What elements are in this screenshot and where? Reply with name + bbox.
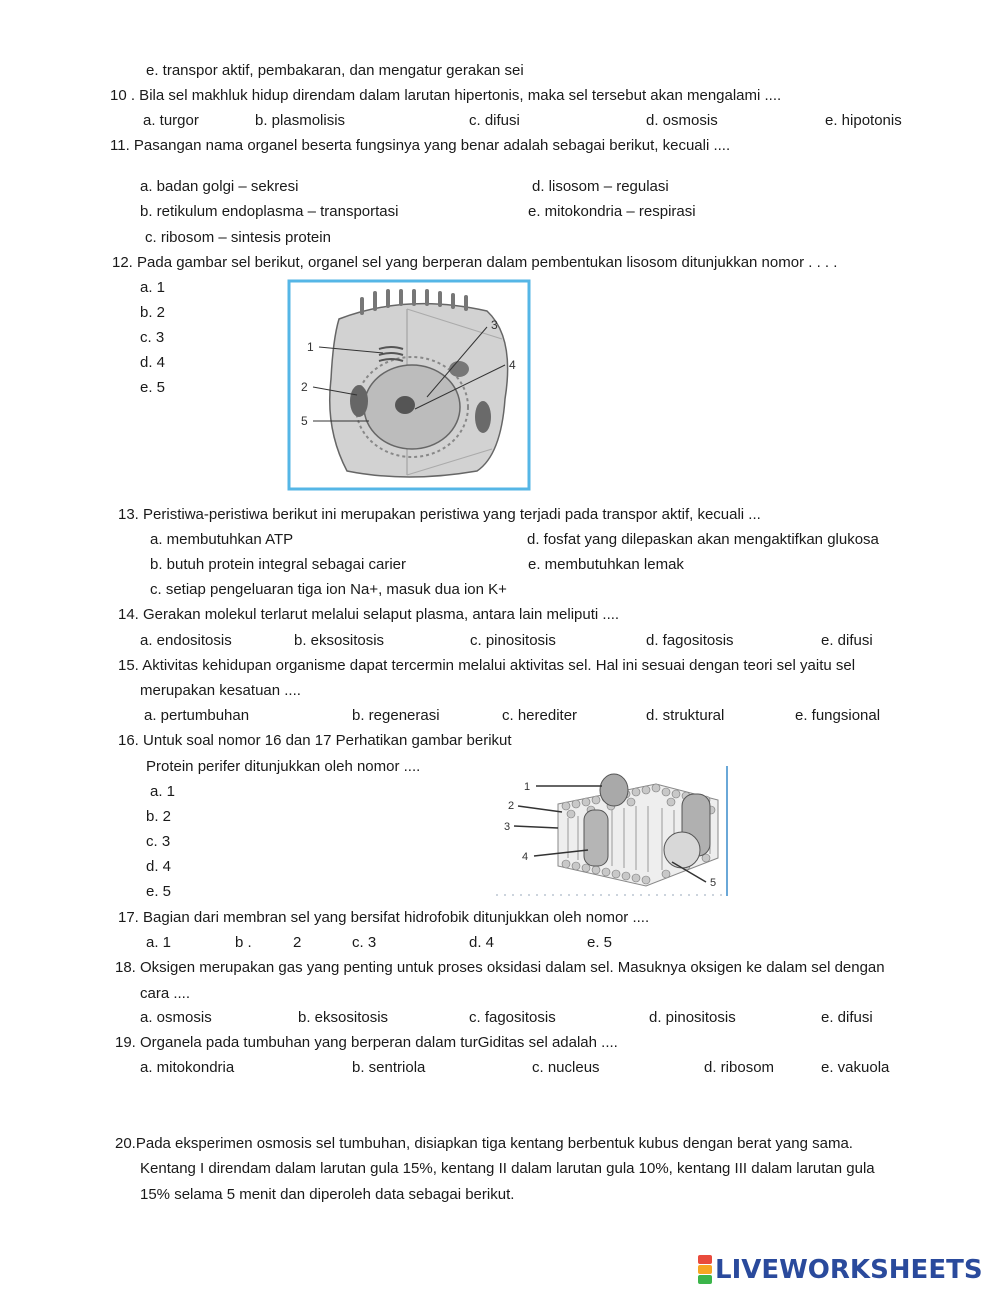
peripheral-protein xyxy=(600,774,628,806)
q18-option-b: b. eksositosis xyxy=(298,1009,389,1026)
q17-option-e: e. 5 xyxy=(587,934,613,951)
q9-option-e: e. transpor aktif, pembakaran, dan mengatur gerakan sei xyxy=(146,62,524,79)
q12-option-b: b. 2 xyxy=(140,304,166,321)
q16-option-c: c. 3 xyxy=(146,833,171,850)
q13-stem: 13. Peristiwa-peristiwa berikut ini merupakan peristiwa yang terjadi pada transpor aktif, kecuali ... xyxy=(118,506,761,523)
q13-option-e: e. membutuhkan lemak xyxy=(528,556,684,573)
q18-option-e: e. difusi xyxy=(821,1009,873,1026)
cell-label-1: 1 xyxy=(307,340,314,354)
q12-stem: 12. Pada gambar sel berikut, organel sel yang berperan dalam pembentukan lisosom ditunjukkan nomor . . . . xyxy=(112,254,838,271)
q17-stem: 17. Bagian dari membran sel yang bersifat hidrofobik ditunjukkan oleh nomor .... xyxy=(118,909,650,926)
q19-option-d: d. ribosom xyxy=(704,1059,775,1076)
cell-label-3: 3 xyxy=(491,318,498,332)
q16-option-a: a. 1 xyxy=(150,783,176,800)
q11-option-b: b. retikulum endoplasma – transportasi xyxy=(140,203,399,220)
q13-option-b: b. butuh protein integral sebagai carier xyxy=(150,556,406,573)
q19-option-e: e. vakuola xyxy=(821,1059,890,1076)
cell-label-2: 2 xyxy=(301,380,308,394)
q16-option-d: d. 4 xyxy=(146,858,172,875)
q11-option-d: d. lisosom – regulasi xyxy=(532,178,669,195)
q15-option-a: a. pertumbuhan xyxy=(144,707,250,724)
q14-option-c: c. pinositosis xyxy=(470,632,556,649)
logo-mark-green xyxy=(698,1275,712,1284)
q14-stem: 14. Gerakan molekul terlarut melalui selaput plasma, antara lain meliputi .... xyxy=(118,606,620,623)
q17-option-b-value: 2 xyxy=(293,934,302,951)
q12-option-e: e. 5 xyxy=(140,379,166,396)
q16-stem: Protein perifer ditunjukkan oleh nomor .... xyxy=(146,758,421,775)
logo-mark-icon xyxy=(698,1255,712,1285)
nucleolus xyxy=(395,396,415,414)
membrane-figure xyxy=(496,766,732,898)
globular-protein xyxy=(664,832,700,868)
q17-option-d: d. 4 xyxy=(469,934,495,951)
q15-option-b: b. regenerasi xyxy=(352,707,440,724)
q10-option-e: e. hipotonis xyxy=(825,112,902,129)
integral-protein xyxy=(584,810,608,866)
q15-option-d: d. struktural xyxy=(646,707,725,724)
q10-option-a: a. turgor xyxy=(143,112,199,129)
q16-intro: 16. Untuk soal nomor 16 dan 17 Perhatikan gambar berikut xyxy=(118,732,512,749)
q11-stem: 11. Pasangan nama organel beserta fungsinya yang benar adalah sebagai berikut, kecuali .... xyxy=(110,137,731,154)
membrane-label-5: 5 xyxy=(710,877,717,889)
q18-stem-line2: cara .... xyxy=(140,985,191,1002)
q18-stem-line1: 18. Oksigen merupakan gas yang penting untuk proses oksidasi dalam sel. Masuknya oksigen ke dalam sel dengan xyxy=(115,959,885,976)
animal-cell-figure xyxy=(287,279,532,492)
mitochondrion-right xyxy=(475,401,491,433)
vesicle xyxy=(449,361,469,377)
logo-mark-red xyxy=(698,1255,712,1264)
q12-option-c: c. 3 xyxy=(140,329,165,346)
q19-option-b: b. sentriola xyxy=(352,1059,426,1076)
q16-option-e: e. 5 xyxy=(146,883,172,900)
q10-stem: 10 . Bila sel makhluk hidup direndam dalam larutan hipertonis, maka sel tersebut akan mengalami .... xyxy=(110,87,782,104)
q14-option-d: d. fagositosis xyxy=(646,632,734,649)
q12-option-a: a. 1 xyxy=(140,279,166,296)
liveworksheets-logo[interactable] xyxy=(698,1255,983,1285)
membrane-label-2: 2 xyxy=(508,800,515,812)
q16-option-b: b. 2 xyxy=(146,808,172,825)
q17-option-b: b . xyxy=(235,934,252,951)
q11-option-c: c. ribosom – sintesis protein xyxy=(145,229,331,246)
q20-line3: 15% selama 5 menit dan diperoleh data sebagai berikut. xyxy=(140,1186,515,1203)
q10-option-c: c. difusi xyxy=(469,112,520,129)
q10-option-b: b. plasmolisis xyxy=(255,112,346,129)
q11-option-e: e. mitokondria – respirasi xyxy=(528,203,696,220)
q11-option-a: a. badan golgi – sekresi xyxy=(140,178,299,195)
q19-stem: 19. Organela pada tumbuhan yang berperan dalam turGiditas sel adalah .... xyxy=(115,1034,618,1051)
q19-option-a: a. mitokondria xyxy=(140,1059,235,1076)
membrane-label-4: 4 xyxy=(522,851,529,863)
q20-line1: 20.Pada eksperimen osmosis sel tumbuhan, disiapkan tiga kentang berbentuk kubus dengan berat yang sama. xyxy=(115,1135,853,1152)
logo-text: LIVEWORKSHEETS xyxy=(715,1255,983,1285)
q19-option-c: c. nucleus xyxy=(532,1059,600,1076)
q12-option-d: d. 4 xyxy=(140,354,166,371)
q15-option-e: e. fungsional xyxy=(795,707,881,724)
cell-label-4: 4 xyxy=(509,358,516,372)
q18-option-c: c. fagositosis xyxy=(469,1009,556,1026)
q18-option-a: a. osmosis xyxy=(140,1009,212,1026)
q18-option-d: d. pinositosis xyxy=(649,1009,736,1026)
q13-option-c: c. setiap pengeluaran tiga ion Na+, masuk dua ion K+ xyxy=(150,581,507,598)
membrane-label-3: 3 xyxy=(504,821,511,833)
q20-line2: Kentang I direndam dalam larutan gula 15%, kentang II dalam larutan gula 10%, kentang III dalam larutan gula xyxy=(140,1160,875,1177)
q14-option-a: a. endositosis xyxy=(140,632,232,649)
membrane-label-1: 1 xyxy=(524,781,531,793)
q15-stem-line1: 15. Aktivitas kehidupan organisme dapat tercermin melalui aktivitas sel. Hal ini sesuai dengan teori sel yaitu sel xyxy=(118,657,856,674)
q17-option-a: a. 1 xyxy=(146,934,172,951)
logo-mark-orange xyxy=(698,1265,712,1274)
q17-option-c: c. 3 xyxy=(352,934,377,951)
q13-option-d: d. fosfat yang dilepaskan akan mengaktifkan glukosa xyxy=(527,531,879,548)
q10-option-d: d. osmosis xyxy=(646,112,718,129)
q14-option-b: b. eksositosis xyxy=(294,632,385,649)
q15-option-c: c. herediter xyxy=(502,707,578,724)
cell-label-5: 5 xyxy=(301,414,308,428)
q15-stem-line2: merupakan kesatuan .... xyxy=(140,682,301,699)
q14-option-e: e. difusi xyxy=(821,632,873,649)
q13-option-a: a. membutuhkan ATP xyxy=(150,531,294,548)
mitochondrion-left xyxy=(350,385,368,417)
